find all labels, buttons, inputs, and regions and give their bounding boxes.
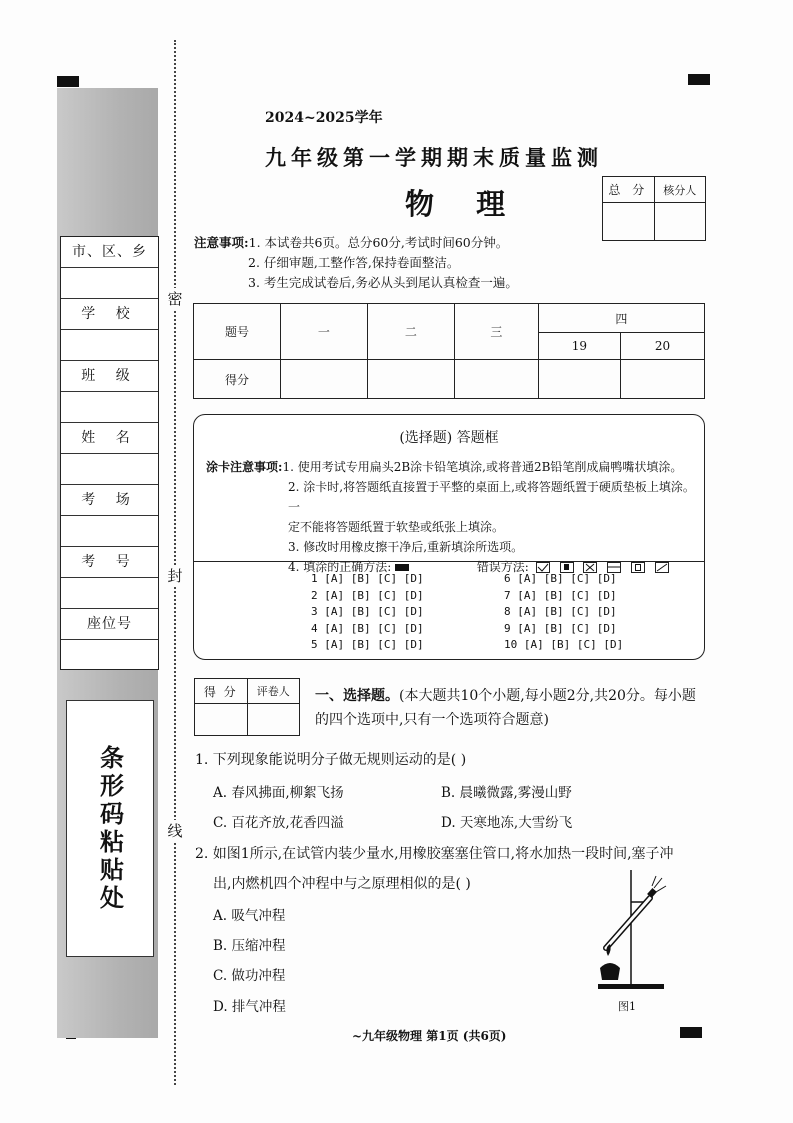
answer-note-2: 2. 涂卡时,将答题纸直接置于平整的桌面上,或将答题纸置于硬质垫板上填涂。一: [288, 480, 695, 514]
section-reviewer-cell[interactable]: [247, 704, 299, 736]
score-table-q19: 19: [538, 333, 620, 360]
score-table-row1-label: 题号: [194, 304, 281, 360]
score-cell[interactable]: [454, 360, 538, 399]
question-2-stem-2: 出,内燃机四个冲程中与之原理相似的是( ): [213, 876, 471, 892]
student-info-box: [60, 236, 159, 670]
section-1-title: 一、选择题。: [315, 688, 399, 704]
question-1-option-a[interactable]: A. 春风拂面,柳絮飞扬: [213, 785, 344, 801]
field-district-blank[interactable]: [61, 268, 158, 299]
registration-mark-top-right: [688, 74, 710, 85]
exam-title: 九年级第一学期期末质量监测: [265, 145, 603, 170]
score-cell[interactable]: [538, 360, 620, 399]
slash-mark-icon: [655, 562, 669, 573]
question-2-stem-1: 2. 如图1所示,在试管内装少量水,用橡胶塞塞住管口,将水加热一段时间,塞子冲: [195, 846, 674, 862]
answer-note-2-cont: 定不能将答题纸置于软垫或纸张上填涂。: [288, 520, 505, 534]
bubble-row-7[interactable]: 7 [A] [B] [C] [D]: [504, 588, 617, 602]
bubble-row-8[interactable]: 8 [A] [B] [C] [D]: [504, 605, 617, 618]
score-cell[interactable]: [367, 360, 454, 399]
score-cell[interactable]: [280, 360, 367, 399]
score-cell[interactable]: [620, 360, 704, 399]
notice: [194, 233, 518, 293]
field-school-blank[interactable]: [61, 330, 158, 361]
section-score-cell[interactable]: [195, 704, 248, 736]
answer-box-title: (选择题) 答题框: [399, 430, 499, 446]
question-2-option-b[interactable]: B. 压缩冲程: [213, 938, 286, 954]
question-2-option-d[interactable]: D. 排气冲程: [213, 999, 286, 1015]
field-district: 市、区、乡: [61, 237, 158, 268]
question-2-option-c[interactable]: C. 做功冲程: [213, 968, 286, 984]
bubble-row-1[interactable]: 1 [A] [B] [C] [D]: [311, 572, 424, 585]
bubble-row-5[interactable]: 5 [A] [B] [C] [D]: [311, 638, 424, 651]
score-table-q20: 20: [620, 333, 704, 360]
question-1-option-b[interactable]: B. 晨曦微露,雾漫山野: [441, 785, 572, 801]
answer-sheet-box: [193, 414, 705, 660]
question-1-option-c[interactable]: C. 百花齐放,花香四溢: [213, 815, 344, 831]
total-score-box: [602, 176, 706, 241]
field-name-blank[interactable]: [61, 454, 158, 485]
score-table-section-1: 一: [280, 304, 367, 360]
answer-note-3: 3. 修改时用橡皮擦干净后,重新填涂所选项。: [288, 540, 524, 554]
field-seat: 座位号: [61, 609, 158, 640]
score-table-section-2: 二: [367, 304, 454, 360]
total-score-label: 总 分: [603, 177, 655, 203]
bubble-column-left: [311, 571, 424, 654]
filled-bubble-icon: [395, 564, 409, 571]
score-table-section-4: 四: [538, 304, 704, 333]
bubble-column-right: [504, 571, 623, 654]
test-tube-apparatus-figure: [590, 868, 670, 998]
section-reviewer-label: 评卷人: [247, 679, 299, 704]
bubble-row-9[interactable]: 9 [A] [B] [C] [D]: [504, 621, 617, 635]
outline-icon: [631, 562, 645, 573]
notice-item-1: 1. 本试卷共6页。总分60分,考试时间60分钟。: [248, 235, 509, 250]
barcode-label: 条形码粘贴处: [95, 744, 125, 913]
bubble-row-10[interactable]: 10 [A] [B] [C] [D]: [504, 638, 624, 651]
section-1-desc-2: 的四个选项中,只有一个选项符合题意): [315, 712, 549, 728]
section-score-label: 得 分: [195, 679, 248, 704]
field-name: 姓 名: [61, 423, 158, 454]
registration-mark-bottom-right: [680, 1027, 702, 1038]
answer-notes-label: 涂卡注意事项:: [206, 460, 283, 474]
answer-note-1: 1. 使用考试专用扁头2B涂卡铅笔填涂,或将普通2B铅笔削成扁鸭嘴状填涂。: [282, 460, 683, 474]
answer-box-divider: [194, 561, 704, 562]
section-score-box: [194, 678, 300, 736]
field-exam-number: 考 号: [61, 547, 158, 578]
bubble-row-6[interactable]: 6 [A] [B] [C] [D]: [504, 572, 617, 585]
answer-box-notes: [206, 457, 696, 577]
bubble-row-4[interactable]: 4 [A] [B] [C] [D]: [311, 621, 424, 635]
field-exam-room-blank[interactable]: [61, 516, 158, 547]
seal-word-feng: 封: [167, 567, 183, 585]
seal-word-xian: 线: [167, 822, 183, 840]
section-1-desc-1: (本大题共10个小题,每小题2分,共20分。每小题: [399, 688, 696, 704]
bubble-row-2[interactable]: 2 [A] [B] [C] [D]: [311, 588, 424, 602]
field-exam-number-blank[interactable]: [61, 578, 158, 609]
score-table: [193, 303, 705, 399]
score-table-section-3: 三: [454, 304, 538, 360]
field-class: 班 级: [61, 361, 158, 392]
barcode-area: [66, 700, 154, 957]
registration-mark-top-left: [57, 76, 79, 87]
seal-word-mi: 密: [167, 290, 183, 308]
section-1-heading: [315, 684, 696, 732]
notice-item-3: 3. 考生完成试卷后,务必从头到尾认真检查一遍。: [248, 275, 518, 290]
page-footer: ~九年级物理 第1页 (共6页): [352, 1029, 507, 1043]
subject-title: 物 理: [405, 187, 522, 221]
total-score-cell[interactable]: [603, 203, 655, 241]
question-1-option-d[interactable]: D. 天寒地冻,大雪纷飞: [441, 815, 573, 831]
question-2-option-a[interactable]: A. 吸气冲程: [213, 908, 286, 924]
figure-1-caption: 图1: [618, 1000, 636, 1013]
notice-label: 注意事项:: [194, 235, 249, 250]
question-1-stem: 1. 下列现象能说明分子做无规则运动的是( ): [195, 752, 467, 768]
wrong-method-label: 错误方法:: [476, 560, 529, 574]
field-school: 学 校: [61, 299, 158, 330]
notice-item-2: 2. 仔细审题,工整作答,保持卷面整洁。: [248, 255, 460, 270]
score-table-row2-label: 得分: [194, 360, 281, 399]
checker-label: 核分人: [654, 177, 705, 203]
bubble-row-3[interactable]: 3 [A] [B] [C] [D]: [311, 605, 424, 618]
field-seat-blank[interactable]: [61, 640, 158, 668]
correct-method-label: 4. 填涂的正确方法:: [288, 560, 392, 574]
seal-line: [174, 40, 176, 1085]
field-exam-room: 考 场: [61, 485, 158, 516]
checker-cell[interactable]: [654, 203, 705, 241]
school-year: 2024~2025学年: [265, 110, 383, 126]
field-class-blank[interactable]: [61, 392, 158, 423]
